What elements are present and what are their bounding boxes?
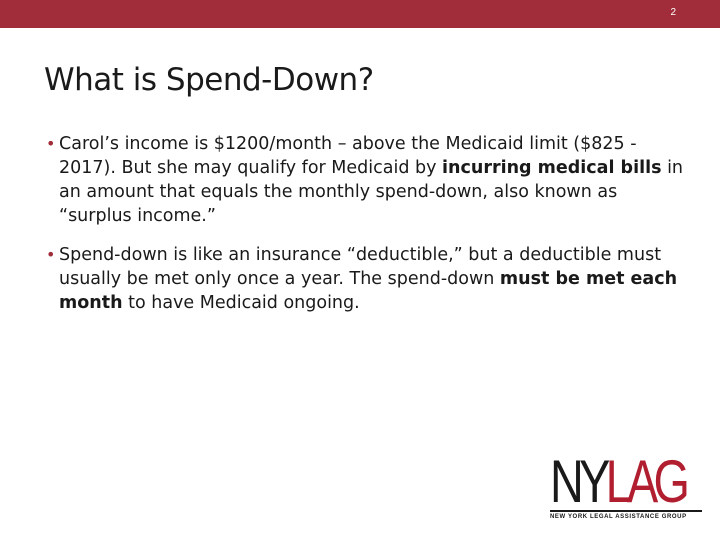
slide-title: What is Spend-Down?: [44, 62, 374, 98]
bullet-run: Spend-down is like an insurance “deductible,” but a deductible must usually be met only once a year. The spend-down: [59, 245, 662, 289]
bullet-run: Carol’s income is $1200/month – above the Medicaid limit ($825 - 2017). But she may qualify for Medicaid by: [59, 134, 637, 178]
logo-wordmark: [550, 448, 686, 515]
bullet-text: [59, 245, 677, 313]
bullet-run: to have Medicaid ongoing.: [122, 293, 360, 313]
logo-ny: NY: [550, 448, 606, 515]
bullet-run: in an amount that equals the monthly spend-down, also known as “surplus income.”: [59, 158, 684, 226]
nylag-logo: [550, 448, 702, 522]
slide-number: 2: [670, 7, 676, 18]
bullet-icon: •: [46, 245, 56, 264]
bullet-item: [44, 243, 684, 315]
logo-lag: LAG: [605, 448, 686, 515]
bullet-list: [44, 132, 684, 330]
header-bar: [0, 0, 720, 28]
bullet-item: [44, 132, 684, 228]
bullet-run-bold: incurring medical bills: [442, 158, 662, 178]
bullet-text: [59, 134, 683, 226]
bullet-run-bold: must be met each month: [59, 269, 678, 313]
bullet-icon: •: [46, 134, 56, 153]
logo-tagline: NEW YORK LEGAL ASSISTANCE GROUP: [550, 510, 702, 520]
